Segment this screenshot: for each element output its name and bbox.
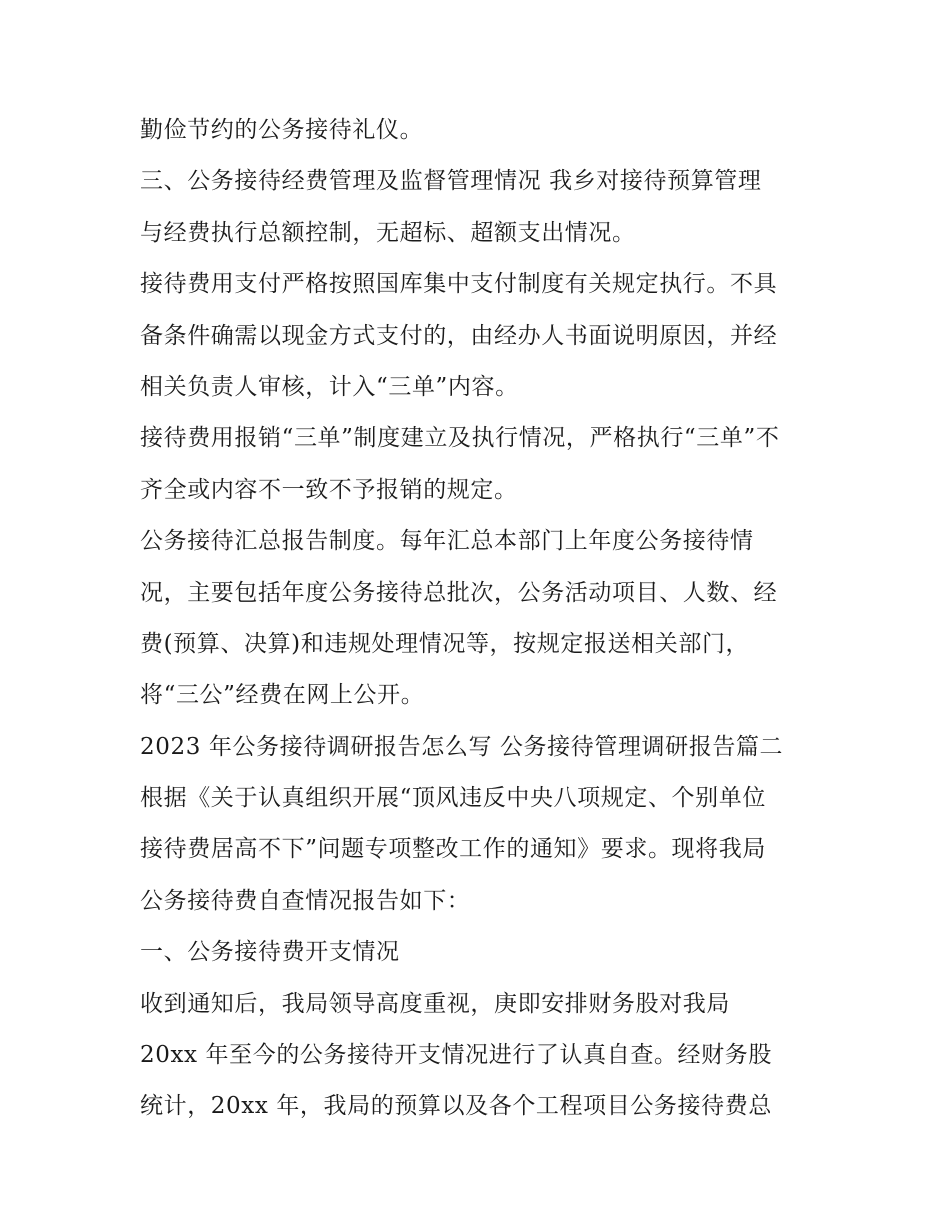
text-line: 20xx 年至今的公务接待开支情况进行了认真自查。经财务股 — [140, 1042, 772, 1069]
text-line: 公务接待汇总报告制度。每年汇总本部门上年度公务接待情 — [140, 528, 754, 555]
text-line: 统计，20xx 年，我局的预算以及各个工程项目公务接待费总 — [140, 1093, 772, 1120]
text-line: 接待费居高不下”问题专项整改工作的通知》要求。现将我局 — [140, 836, 766, 863]
text-line: 相关负责人审核，计入“三单”内容。 — [140, 373, 519, 400]
text-line: 备条件确需以现金方式支付的，由经办人书面说明原因，并经 — [140, 322, 778, 349]
text-line: 接待费用支付严格按照国库集中支付制度有关规定执行。不具 — [140, 271, 778, 298]
text-line: 三、公务接待经费管理及监督管理情况 我乡对接待预算管理 — [140, 168, 762, 195]
text-line: 根据《关于认真组织开展“顶风违反中央八项规定、个别单位 — [140, 785, 766, 812]
text-line: 勤俭节约的公务接待礼仪。 — [140, 117, 424, 143]
text-line: 公务接待费自查情况报告如下： — [140, 887, 471, 914]
text-line: 与经费执行总额控制，无超标、超额支出情况。 — [140, 219, 636, 246]
section-heading: 一、公务接待费开支情况 — [140, 939, 400, 966]
section-heading: 2023 年公务接待调研报告怎么写 公务接待管理调研报告篇二 — [140, 733, 784, 760]
text-line: 齐全或内容不一致不予报销的规定。 — [140, 476, 518, 503]
text-line: 将“三公”经费在网上公开。 — [140, 682, 425, 709]
document-body — [140, 105, 830, 1133]
text-line: 况，主要包括年度公务接待总批次，公务活动项目、人数、经 — [140, 579, 778, 606]
text-line: 接待费用报销“三单”制度建立及执行情况，严格执行“三单”不 — [140, 425, 780, 452]
text-line: 费(预算、决算)和违规处理情况等，按规定报送相关部门， — [140, 630, 750, 657]
text-line: 收到通知后，我局领导高度重视，庚即安排财务股对我局 — [140, 990, 730, 1017]
